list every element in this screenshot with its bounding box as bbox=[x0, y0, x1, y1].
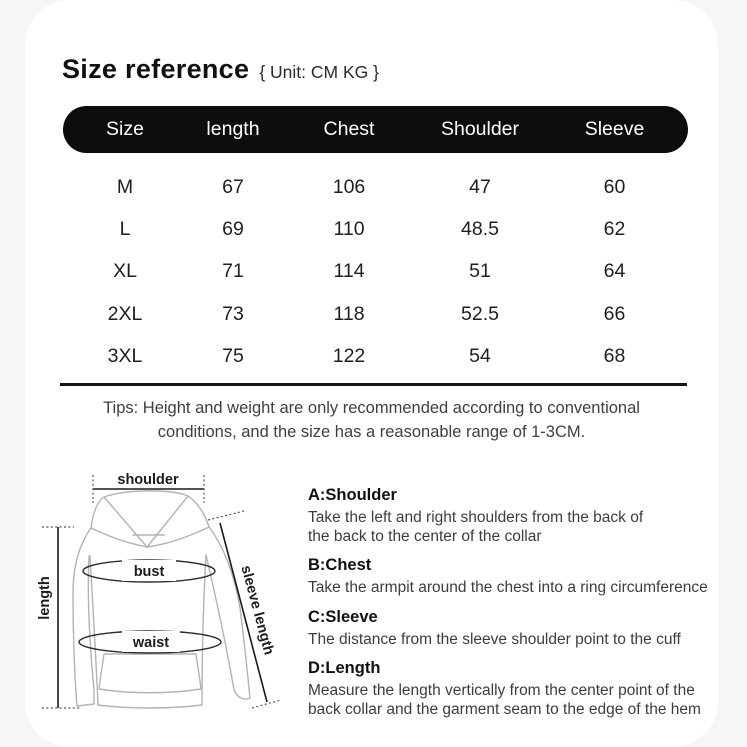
cell-size: M bbox=[116, 175, 134, 198]
column-header-sleeve: Sleeve bbox=[584, 118, 645, 140]
cell-size: XL bbox=[113, 260, 137, 283]
cell-sleeve: 68 bbox=[603, 344, 626, 367]
guide-text-line: the back to the center of the collar bbox=[308, 527, 542, 545]
cell-sleeve: 62 bbox=[603, 217, 626, 240]
cell-length: 73 bbox=[222, 302, 244, 325]
unit-note: { Unit: CM KG } bbox=[259, 62, 379, 82]
cell-sleeve: 60 bbox=[603, 175, 626, 198]
guide-text-line: Measure the length vertically from the center point of the bbox=[308, 682, 695, 699]
cell-chest: 118 bbox=[333, 302, 365, 325]
size-table-header bbox=[63, 106, 688, 153]
cell-shoulder: 54 bbox=[469, 344, 491, 367]
cell-shoulder: 52.5 bbox=[461, 302, 499, 325]
guide-section-chest bbox=[308, 556, 732, 598]
guide-heading: A:Shoulder bbox=[308, 486, 397, 504]
size-table-body bbox=[63, 166, 688, 377]
cell-size: 2XL bbox=[107, 302, 143, 325]
guide-section-sleeve bbox=[308, 608, 732, 650]
tips-line: Tips: Height and weight are only recommended according to conventional bbox=[103, 399, 640, 417]
measuring-guide bbox=[308, 486, 732, 729]
column-header-size: Size bbox=[106, 118, 144, 140]
table-row bbox=[63, 251, 688, 293]
cell-chest: 122 bbox=[332, 344, 366, 367]
diagram-label-shoulder: shoulder bbox=[117, 472, 179, 488]
guide-heading: B:Chest bbox=[308, 556, 372, 574]
cell-sleeve: 64 bbox=[603, 260, 626, 283]
diagram-label-sleeve-length: sleeve length bbox=[237, 563, 277, 657]
cell-chest: 114 bbox=[333, 260, 365, 283]
cell-length: 71 bbox=[222, 260, 244, 283]
page-title: Size reference bbox=[62, 54, 250, 84]
guide-text-line: Take the left and right shoulders from the back of bbox=[308, 509, 644, 526]
column-header-shoulder: Shoulder bbox=[440, 118, 520, 140]
cell-sleeve: 66 bbox=[603, 302, 626, 325]
diagram-label-bust: bust bbox=[133, 564, 165, 580]
guide-text-line: Take the armpit around the chest into a ring circumference bbox=[308, 579, 708, 596]
cell-length: 69 bbox=[222, 217, 244, 240]
tips-note bbox=[25, 396, 718, 444]
table-bottom-divider bbox=[60, 383, 687, 386]
page-header bbox=[62, 54, 379, 85]
guide-section-shoulder bbox=[308, 486, 732, 546]
cell-size: L bbox=[119, 217, 131, 240]
table-row bbox=[63, 208, 688, 250]
guide-text-line: back collar and the garment seam to the edge of the hem bbox=[308, 700, 701, 718]
table-row bbox=[63, 293, 688, 335]
guide-heading: C:Sleeve bbox=[308, 607, 378, 626]
cell-chest: 110 bbox=[333, 217, 365, 240]
diagram-label-length: length bbox=[37, 576, 53, 620]
guide-heading: D:Length bbox=[308, 659, 381, 677]
guide-text-line: The distance from the sleeve shoulder point to the cuff bbox=[308, 630, 681, 648]
table-row bbox=[63, 166, 688, 208]
cell-size: 3XL bbox=[107, 344, 143, 367]
hoodie-measurement-diagram bbox=[30, 458, 290, 747]
table-row bbox=[63, 335, 688, 377]
cell-shoulder: 48.5 bbox=[461, 217, 499, 240]
diagram-label-waist: waist bbox=[132, 635, 170, 651]
cell-shoulder: 51 bbox=[469, 260, 491, 283]
cell-chest: 106 bbox=[332, 175, 366, 198]
cell-length: 75 bbox=[222, 344, 244, 367]
hoodie-outline-icon bbox=[73, 491, 250, 708]
cell-length: 67 bbox=[222, 175, 244, 198]
cell-shoulder: 47 bbox=[469, 175, 491, 198]
guide-section-length bbox=[308, 659, 732, 719]
column-header-length: length bbox=[206, 118, 260, 140]
tips-line: conditions, and the size has a reasonable range of 1-3CM. bbox=[157, 423, 586, 441]
column-header-chest: Chest bbox=[323, 118, 375, 140]
